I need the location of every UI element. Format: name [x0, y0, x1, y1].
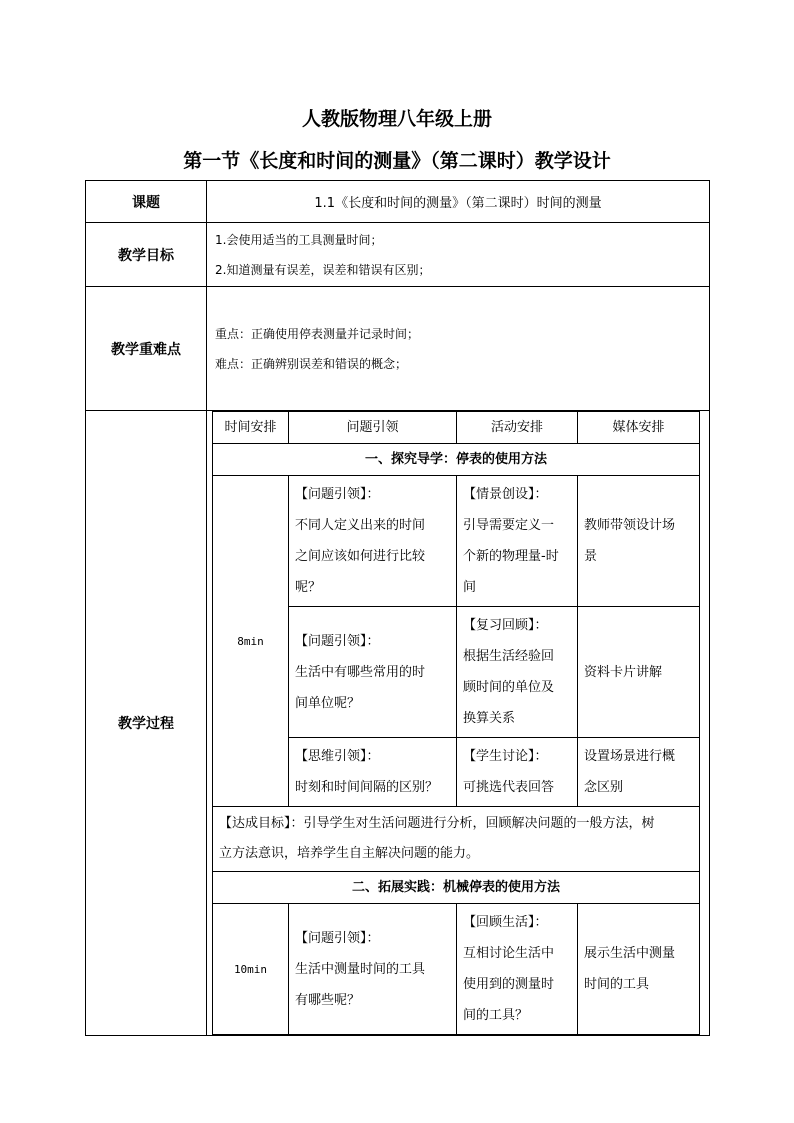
- col-header-time: 时间安排: [213, 412, 289, 444]
- activity-tag: 【复习回顾】：: [463, 618, 548, 633]
- media-line: 景: [584, 549, 598, 564]
- activity-tag: 【情景创设】：: [463, 487, 548, 502]
- keypoint-item: 重点：正确使用停表测量并记录时间；: [215, 326, 420, 341]
- lesson-plan-table: [85, 180, 710, 1036]
- activity-line: 根据生活经验回: [463, 649, 555, 664]
- goal-item: 1.会使用适当的工具测量时间；: [215, 232, 383, 247]
- process-row-4: [213, 904, 700, 1035]
- section1-goal: [213, 807, 700, 872]
- activity-tag: 【学生讨论】：: [463, 749, 548, 764]
- goals-row: [86, 223, 710, 287]
- section1-title: 一、探究导学：停表的使用方法: [213, 444, 700, 476]
- topic-label: 课题: [86, 181, 207, 223]
- activity-line: 使用到的测量时: [463, 977, 555, 992]
- col-header-media: 媒体安排: [578, 412, 700, 444]
- question-cell: [289, 904, 457, 1035]
- question-line: 时刻和时间间隔的区别？: [295, 780, 439, 795]
- media-line: 展示生活中测量: [584, 946, 676, 961]
- section2-time: 10min: [213, 904, 289, 1035]
- activity-cell: [457, 476, 578, 607]
- activity-line: 换算关系: [463, 711, 516, 726]
- question-tag: 【思维引领】：: [295, 749, 380, 764]
- section-title-row: [213, 444, 700, 476]
- media-line: 时间的工具: [584, 977, 650, 992]
- question-line: 有哪些呢？: [295, 992, 361, 1008]
- section-title-row: [213, 872, 700, 904]
- activity-line: 个新的物理量-时: [463, 549, 559, 564]
- lesson-title: 第一节《长度和时间的测量》（第二课时）教学设计: [183, 150, 611, 172]
- question-tag: 【问题引领】：: [295, 633, 380, 649]
- question-line: 间单位呢？: [295, 695, 361, 711]
- media-cell: [578, 904, 700, 1035]
- keypoints-content: [207, 287, 710, 411]
- media-cell: [578, 738, 700, 807]
- question-cell: [289, 476, 457, 607]
- activity-line: 可挑选代表回答: [463, 780, 555, 795]
- media-line: 念区别: [584, 780, 624, 795]
- question-line: 之间应该如何进行比较: [295, 549, 426, 564]
- section2-title: 二、拓展实践：机械停表的使用方法: [213, 872, 700, 904]
- process-row: [86, 411, 710, 1036]
- question-line: 呢？: [295, 580, 322, 595]
- activity-line: 间的工具？: [463, 1008, 529, 1023]
- topic-row: [86, 181, 710, 223]
- question-tag: 【问题引领】：: [295, 487, 380, 502]
- activity-line: 间: [463, 580, 477, 595]
- activity-cell: [457, 607, 578, 738]
- goal-line: 【达成目标】：引导学生对生活问题进行分析，回顾解决问题的一般方法，树: [219, 816, 655, 831]
- process-row-1: [213, 476, 700, 607]
- goal-row: [213, 807, 700, 872]
- keypoints-label: 教学重难点: [86, 287, 207, 411]
- process-content: [207, 411, 710, 1036]
- media-line: 资料卡片讲解: [584, 664, 663, 680]
- activity-line: 顾时间的单位及: [463, 680, 555, 695]
- activity-cell: [457, 738, 578, 807]
- question-cell: [289, 738, 457, 807]
- question-line: 生活中有哪些常用的时: [295, 664, 426, 680]
- media-cell: [578, 607, 700, 738]
- question-cell: [289, 607, 457, 738]
- process-table: [212, 411, 700, 1035]
- question-line: 生活中测量时间的工具: [295, 961, 426, 977]
- activity-line: 引导需要定义一: [463, 518, 555, 533]
- topic-value: 1.1《长度和时间的测量》（第二课时）时间的测量: [207, 181, 710, 223]
- section1-time: 8min: [213, 476, 289, 807]
- media-line: 教师带领设计场: [584, 518, 676, 533]
- goals-label: 教学目标: [86, 223, 207, 287]
- process-header-row: [213, 412, 700, 444]
- activity-cell: [457, 904, 578, 1035]
- process-label: 教学过程: [86, 411, 207, 1036]
- question-tag: 【问题引领】：: [295, 930, 380, 946]
- col-header-question: 问题引领: [289, 412, 457, 444]
- goal-line: 立方法意识，培养学生自主解决问题的能力。: [219, 846, 480, 861]
- keypoint-item: 难点：正确辨别误差和错误的概念；: [215, 356, 408, 371]
- activity-tag: 【回顾生活】：: [463, 915, 548, 930]
- document-title: 人教版物理八年级上册: [301, 108, 492, 130]
- goal-item: 2.知道测量有误差，误差和错误有区别；: [215, 262, 431, 277]
- media-line: 设置场景进行概: [584, 749, 676, 764]
- goals-content: [207, 223, 710, 287]
- question-line: 不同人定义出来的时间: [295, 518, 426, 533]
- col-header-activity: 活动安排: [457, 412, 578, 444]
- media-cell: [578, 476, 700, 607]
- activity-line: 互相讨论生活中: [463, 946, 555, 961]
- keypoints-row: [86, 287, 710, 411]
